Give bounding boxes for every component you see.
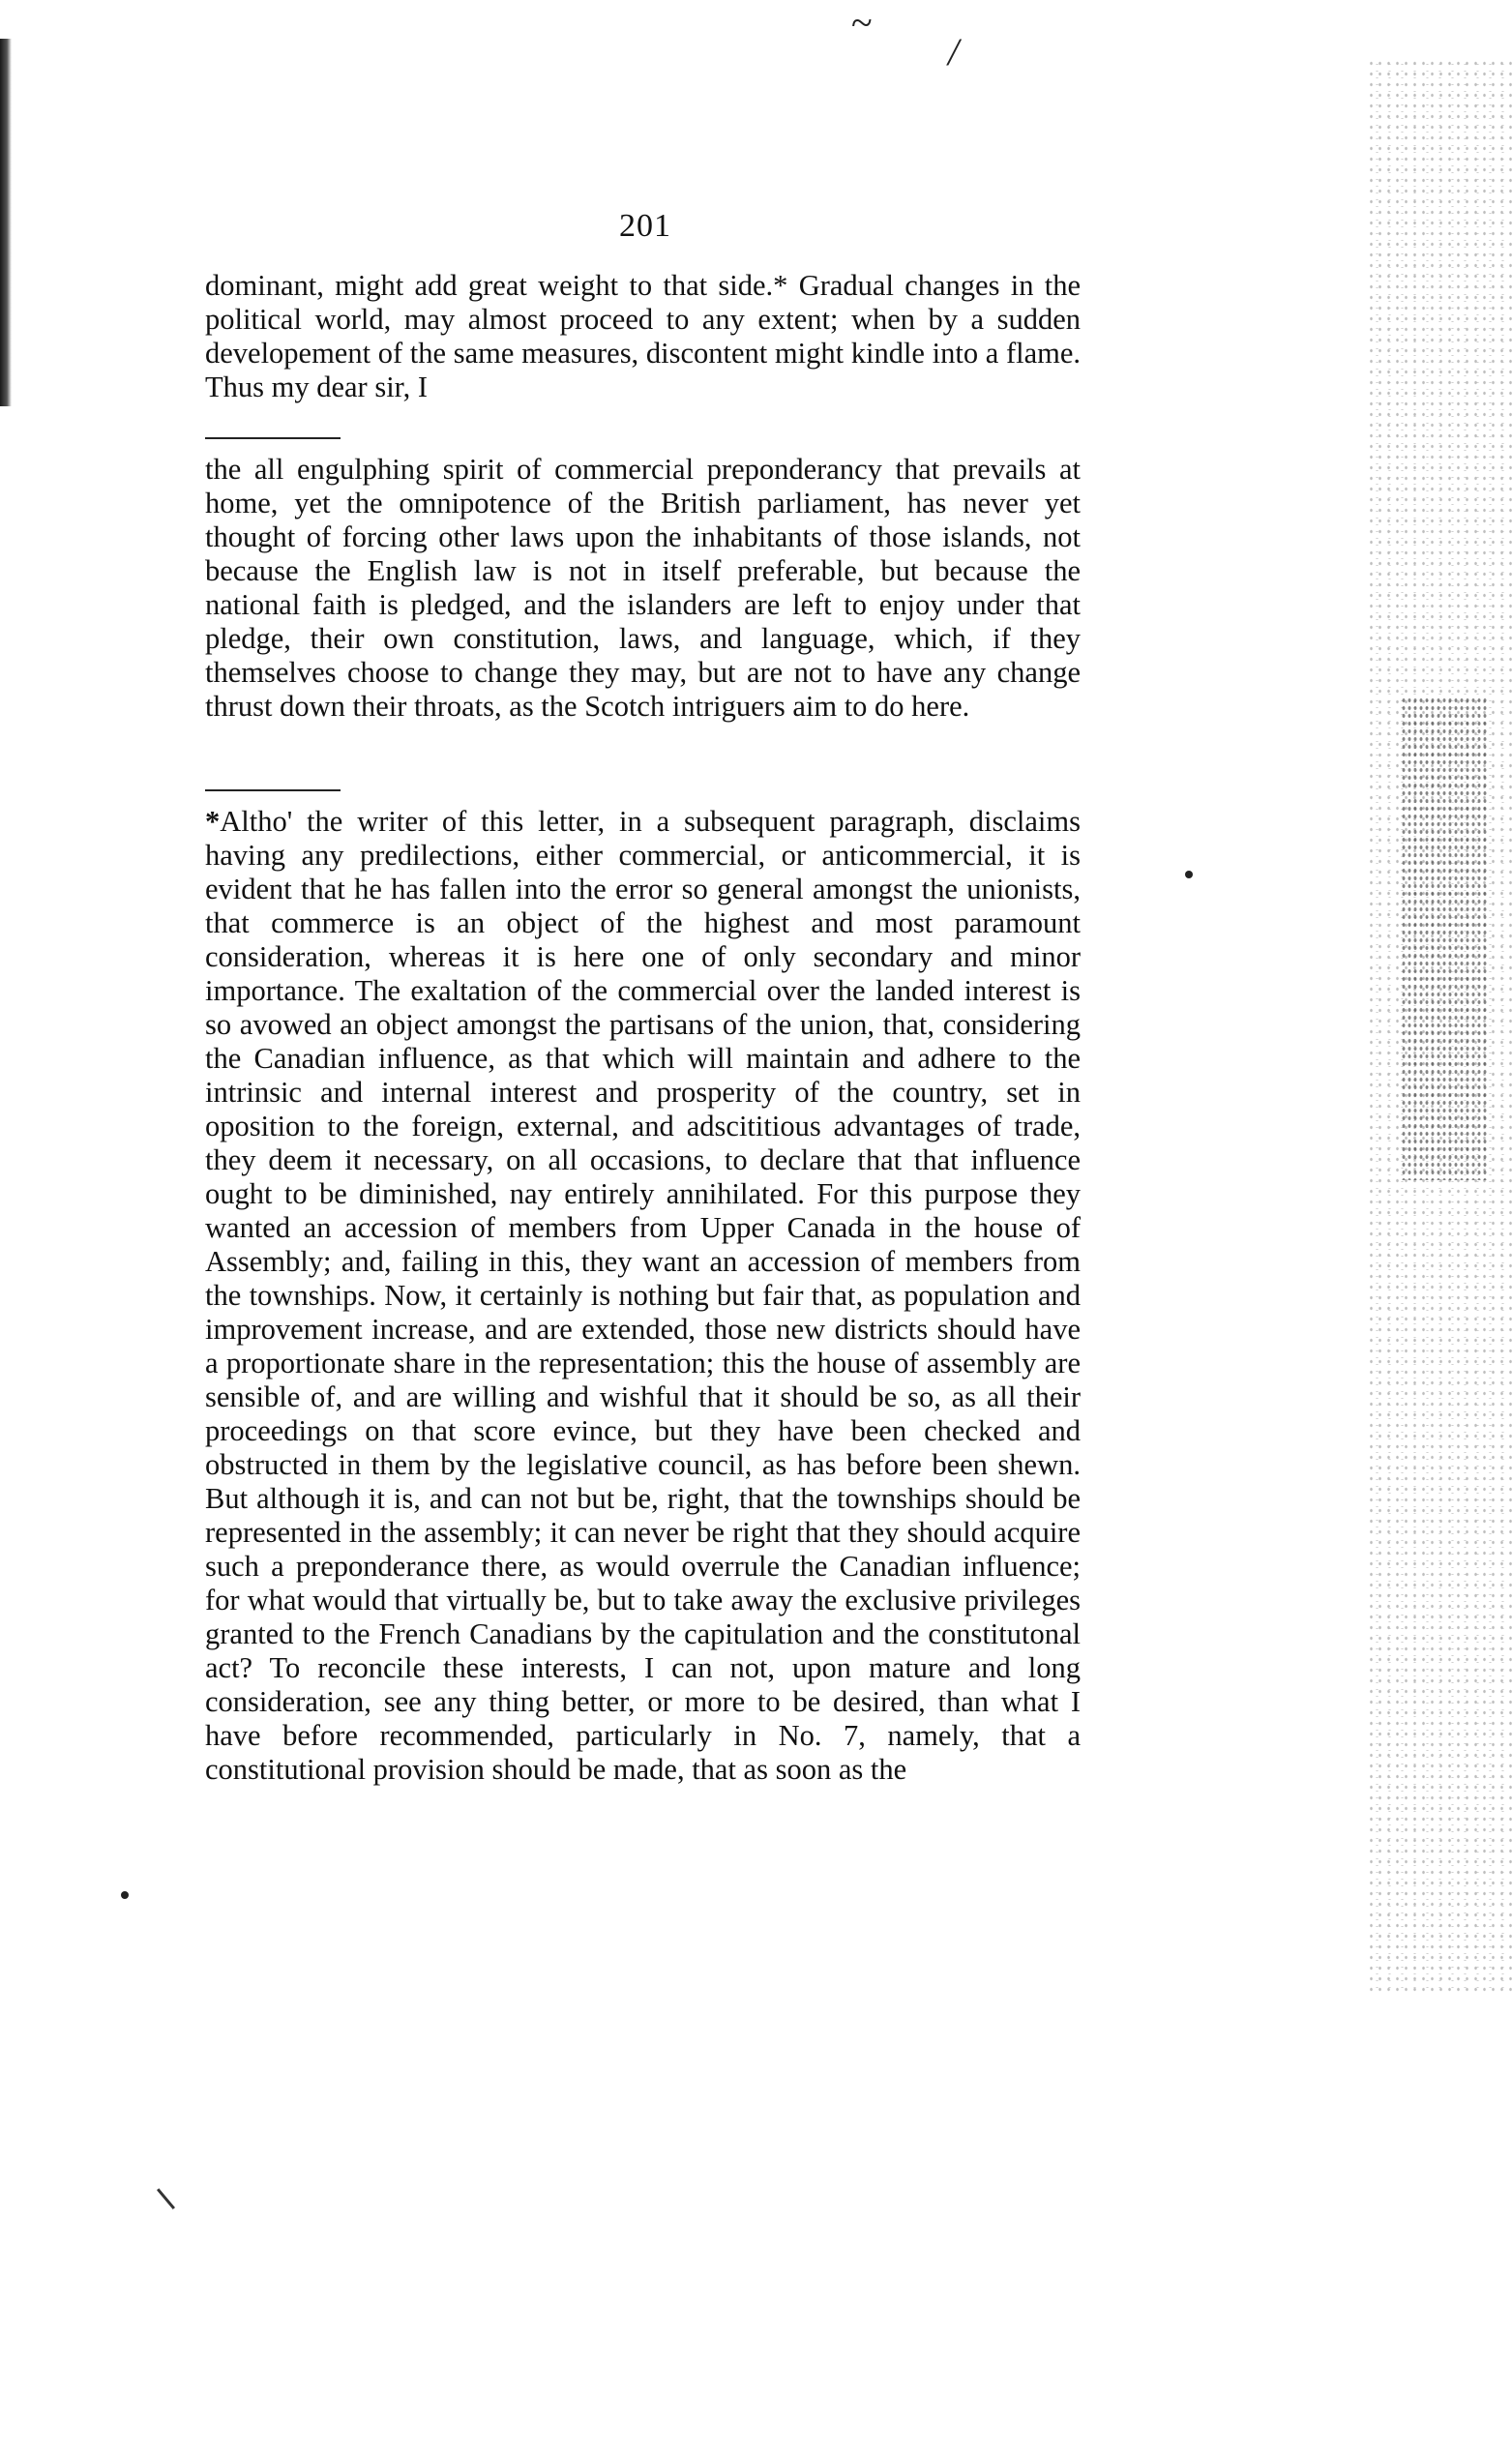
footnote	[205, 805, 1081, 1787]
ink-blot-mark: ~	[851, 1, 873, 44]
scan-noise-dark	[1401, 697, 1488, 1180]
ink-dot	[1185, 871, 1193, 878]
footnote-asterisk: *	[205, 805, 221, 838]
ink-dot	[121, 1891, 129, 1899]
continued-paragraph	[205, 269, 1081, 404]
scan-edge-shadow	[0, 39, 12, 406]
section-rule	[205, 437, 341, 439]
page-number: 201	[619, 208, 671, 244]
quoted-paragraph	[205, 453, 1081, 724]
footnote-body: Altho' the writer of this letter, in a subsequent paragraph, disclaims having any predilections, either commercial, or anticommercial, it is evident that he has fallen into the error so general amongst the unionists, that commerce is an object of the highest and most paramount consideration, whereas it is here one of only secondary and minor importance. The exaltation of the commercial over the landed interest is so avowed an object amongst the partisans of the union, that, considering the Canadian influence, as that which will maintain and adhere to the intrinsic and internal interest and prosperity of the country, set in oposition to the foreign, external, and adscititious advantages of trade, they deem it necessary, on all occasions, to declare that that influence ought to be diminished, nay entirely annihilated. For this purpose they wanted an accession of members from Upper Canada in the house of Assembly; and, failing in this, they want an accession of members from the townships. Now, it certainly is nothing but fair that, as population and improvement increase, and are extended, those new districts should have a proportionate share in the representation; this the house of assembly are sensible of, and are willing and wishful that it should be so, as all their proceedings on that score evince, but they have been checked and obstructed in them by the legislative council, as has before been shewn. But although it is, and can not but be, right, that the townships should be represented in the assembly; it can never be right that they should acquire such a preponderance there, as would overrule the Canadian influence; for what would that virtually be, but to take away the exclusive privileges granted to the French Canadians by the capitulation and the constitutonal act? To reconcile these interests, I can not, upon mature and long consideration, see any thing better, or more to be desired, than what I have before recommended, particularly in No. 7, namely, that a constitutional provision should be made, that as soon as the	[205, 805, 1081, 1786]
paragraph-text: dominant, might add great weight to that side.* Gradual changes in the political world, may almost proceed to any extent; when by a sudden developement of the same measures, discontent might kindle into a flame. Thus my dear sir, I	[205, 269, 1081, 403]
ink-stroke	[157, 2188, 175, 2209]
footnote-rule	[205, 789, 341, 791]
pencil-mark: /	[948, 30, 960, 74]
footnote-text	[205, 805, 1081, 1787]
paragraph-text: the all engulphing spirit of commercial preponderancy that prevails at home, yet the omnipotence of the British parliament, has never yet thought of forcing other laws upon the inhabitants of those islands, not because the English law is not in itself preferable, but because the national faith is pledged, and the islanders are left to enjoy under that pledge, their own constitution, laws, and language, which, if they themselves choose to change they may, but are not to have any change thrust down their throats, as the Scotch intriguers aim to do here.	[205, 453, 1081, 723]
